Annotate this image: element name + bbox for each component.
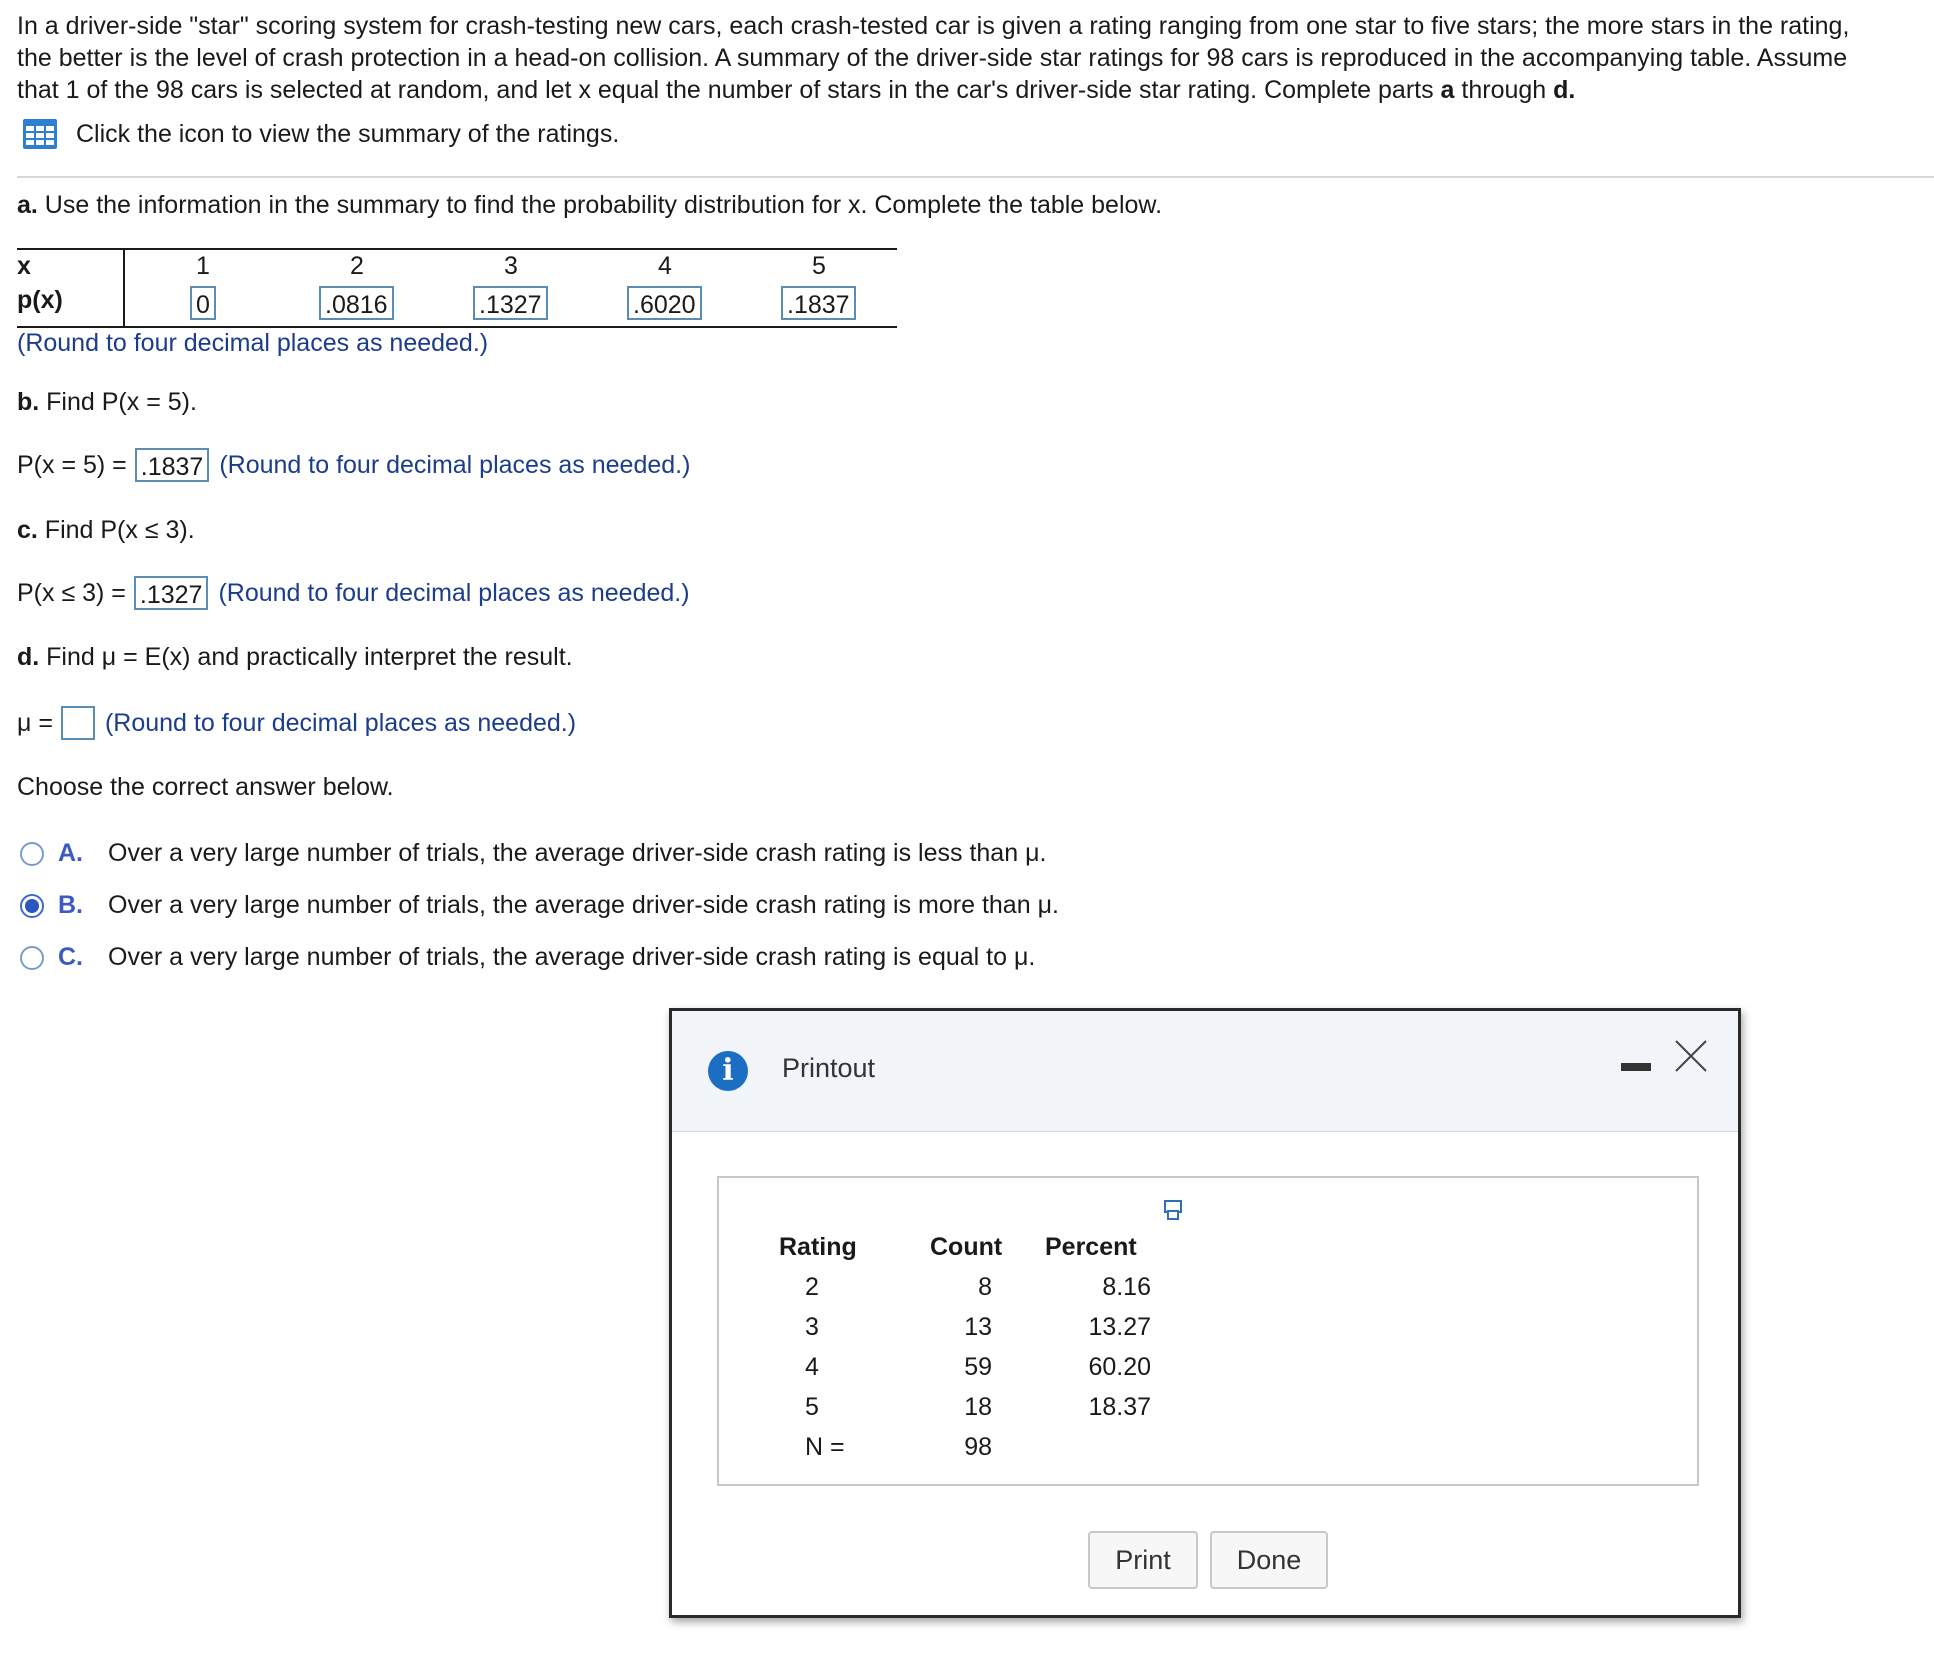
radio-b-selected[interactable] [20, 894, 44, 918]
option-b[interactable] [20, 891, 1059, 920]
ratings-summary-panel [717, 1176, 1699, 1486]
print-button[interactable]: Print [1088, 1531, 1198, 1589]
part-b-answer-row [17, 448, 690, 482]
intro-through: through [1454, 76, 1554, 104]
info-icon: i [708, 1051, 748, 1091]
x-value: 5 [812, 252, 826, 280]
part-d-letter: d. [17, 643, 40, 671]
p-input[interactable]: .1327 [473, 286, 548, 320]
intro-line-3 [17, 74, 1917, 106]
x-value: 1 [196, 252, 210, 280]
option-b-letter: B. [58, 891, 83, 919]
dialog-title: Printout [782, 1053, 876, 1083]
part-b-answer-label: P(x = 5) = [17, 451, 127, 479]
part-b-prompt [17, 386, 197, 418]
part-c-answer-input[interactable]: .1327 [134, 576, 209, 610]
p-input[interactable]: .6020 [627, 286, 702, 320]
part-c-answer-label: P(x ≤ 3) = [17, 579, 126, 607]
p-input[interactable]: .1837 [781, 286, 856, 320]
table-top-rule [17, 248, 897, 250]
part-c-note: (Round to four decimal places as needed.) [218, 579, 690, 607]
option-a-text: Over a very large number of trials, the average driver-side crash rating is less than μ. [108, 839, 1047, 867]
intro-line-3-text: that 1 of the 98 cars is selected at random, and let x equal the number of stars in the car's driver-side star rating. Complete parts [17, 76, 1441, 104]
divider [17, 176, 1934, 178]
part-c-letter: c. [17, 516, 38, 544]
minimize-icon[interactable] [1621, 1063, 1651, 1071]
option-c-text: Over a very large number of trials, the average driver-side crash rating is equal to μ. [108, 943, 1036, 971]
print-icon[interactable] [1162, 1199, 1184, 1221]
part-a-prompt [17, 189, 1162, 221]
x-value: 2 [350, 252, 364, 280]
probability-table [17, 248, 897, 328]
part-b-answer-input[interactable]: .1837 [135, 448, 210, 482]
part-d-answer-label: μ = [17, 709, 53, 737]
close-icon[interactable] [1674, 1039, 1708, 1073]
part-c-answer-row [17, 576, 690, 610]
option-a[interactable] [20, 839, 1046, 868]
table-grid-icon[interactable] [22, 118, 58, 150]
option-a-letter: A. [58, 839, 83, 867]
rating-cell: 4 [805, 1353, 819, 1381]
total-label: N = [805, 1433, 845, 1461]
option-c-letter: C. [58, 943, 83, 971]
part-c-text: Find P(x ≤ 3). [37, 516, 195, 544]
intro-line-1: In a driver-side "star" scoring system for crash-testing new cars, each crash-tested car is given a rating ranging from one star to five stars; the more stars in the rating, [17, 12, 1850, 40]
view-summary-text[interactable]: Click the icon to view the summary of the ratings. [76, 119, 620, 148]
rating-cell: 3 [805, 1313, 819, 1341]
mu-input[interactable] [61, 706, 95, 740]
part-a-letter: a. [17, 191, 38, 219]
header-count: Count [930, 1233, 1003, 1261]
part-a-text: Use the information in the summary to find the probability distribution for x. Complete the table below. [37, 191, 1163, 219]
rating-cell: 2 [805, 1273, 819, 1301]
option-b-text: Over a very large number of trials, the average driver-side crash rating is more than μ. [108, 891, 1059, 919]
part-a-note: (Round to four decimal places as needed.) [17, 329, 489, 357]
option-c[interactable] [20, 943, 1035, 972]
radio-a[interactable] [20, 842, 44, 866]
p-input[interactable]: .0816 [319, 286, 394, 320]
x-value: 3 [504, 252, 518, 280]
part-b-note: (Round to four decimal places as needed.) [219, 451, 691, 479]
question-intro [17, 10, 1917, 106]
intro-line-2: the better is the level of crash protection in a head-on collision. A summary of the driver-side star ratings for 98 cars is reproduced in the accompanying table. Assume [17, 44, 1848, 72]
p-header: p(x) [17, 286, 63, 314]
p-input[interactable]: 0 [190, 286, 216, 320]
part-d-text: Find μ = E(x) and practically interpret the result. [39, 643, 573, 671]
dialog-header [672, 1011, 1738, 1132]
header-rating: Rating [779, 1233, 857, 1261]
x-value: 4 [658, 252, 672, 280]
intro-part-a: a [1440, 76, 1455, 104]
rating-cell: 5 [805, 1393, 819, 1421]
part-b-letter: b. [17, 388, 40, 416]
part-c-prompt [17, 514, 195, 546]
part-b-text: Find P(x = 5). [39, 388, 197, 416]
part-d-answer-row [17, 706, 576, 740]
header-percent: Percent [1045, 1233, 1137, 1261]
part-d-note: (Round to four decimal places as needed.) [104, 709, 577, 737]
done-button[interactable]: Done [1210, 1531, 1328, 1589]
radio-c[interactable] [20, 946, 44, 970]
choose-instruction: Choose the correct answer below. [17, 773, 394, 801]
x-header: x [17, 252, 31, 280]
table-vertical-rule [123, 248, 125, 328]
printout-dialog [669, 1008, 1741, 1618]
view-summary-link[interactable] [22, 118, 619, 150]
part-d-prompt [17, 641, 573, 673]
intro-part-d: d. [1553, 76, 1576, 104]
